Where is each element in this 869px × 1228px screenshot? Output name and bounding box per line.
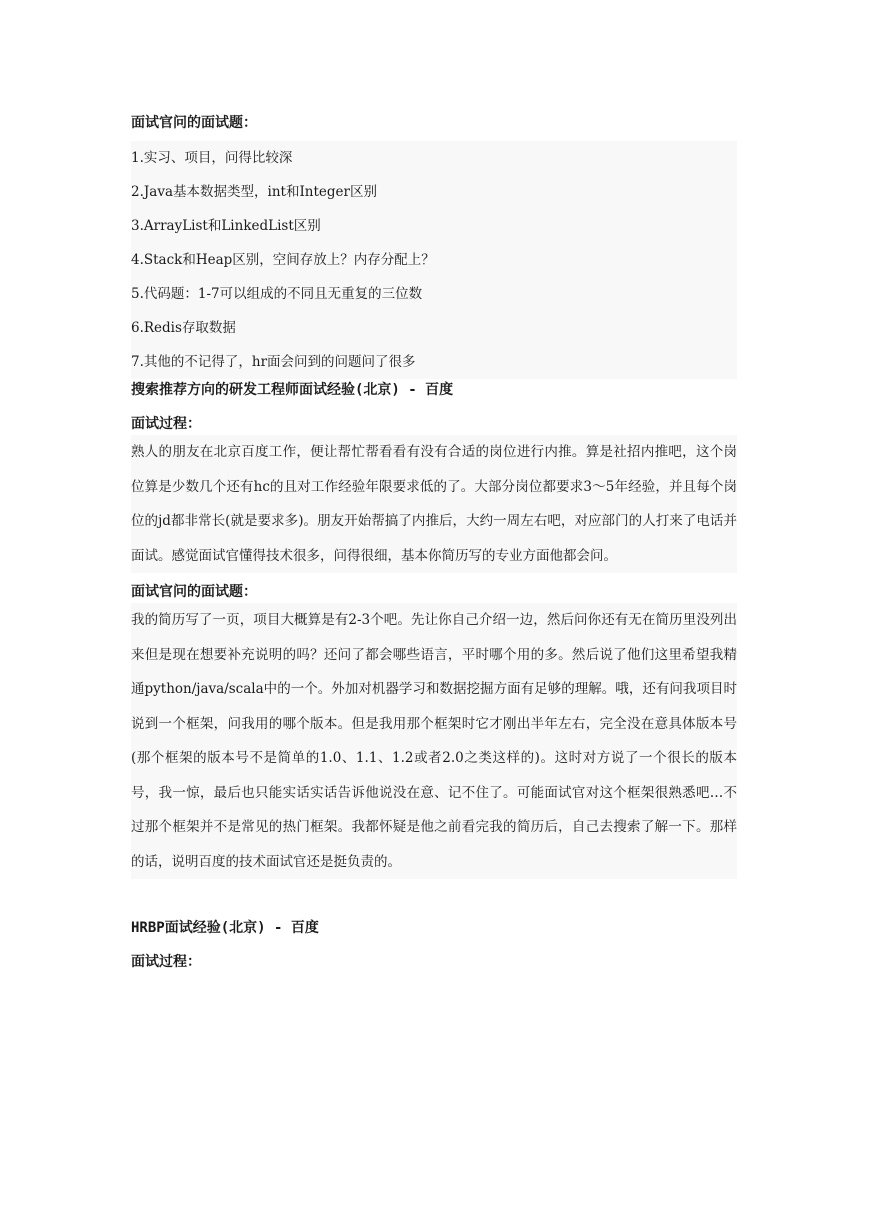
list-item: 4.Stack和Heap区别，空间存放上？内存分配上？ <box>131 252 435 268</box>
section2-title: 搜索推荐方向的研发工程师面试经验(北京) - 百度 <box>131 382 454 398</box>
list-item: 6.Redis存取数据 <box>131 320 236 336</box>
section2-process-heading: 面试过程： <box>131 416 201 432</box>
list-item: 2.Java基本数据类型，int和Integer区别 <box>131 184 377 200</box>
list-item: 7.其他的不记得了，hr面会问到的问题问了很多 <box>131 354 416 370</box>
section3-title: HRBP面试经验(北京) - 百度 <box>131 920 319 936</box>
list-item: 3.ArrayList和LinkedList区别 <box>131 218 321 234</box>
section2-process-paragraph: 熟人的朋友在北京百度工作，便让帮忙帮看看有没有合适的岗位进行内推。算是社招内推吧，这个岗位算是少数几个还有hc的且对工作经验年限要求低的了。大部分岗位都要求3～5年经验，并且每个岗位的jd都非常长(就是要求多)。朋友开始帮搞了内推后，大约一周左右吧，对应部门的人打来了电话并面试。感觉面试官懂得技术很多，问得很细，基本你简历写的专业方面他都会问。 <box>131 435 737 573</box>
section2-questions-heading: 面试官问的面试题： <box>131 584 257 600</box>
question-list <box>131 141 737 379</box>
list-item: 1.实习、项目，问得比较深 <box>131 150 293 166</box>
section1-heading: 面试官问的面试题： <box>131 115 257 131</box>
document-content <box>131 112 737 973</box>
section2-questions-paragraph: 我的简历写了一页，项目大概算是有2-3个吧。先让你自己介绍一边，然后问你还有无在简历里没列出来但是现在想要补充说明的吗？还问了都会哪些语言，平时哪个用的多。然后说了他们这里希望我精通python/java/scala中的一个。外加对机器学习和数据挖掘方面有足够的理解。哦，还有问我项目时说到一个框架，问我用的哪个版本。但是我用那个框架时它才刚出半年左右，完全没在意具体版本号(那个框架的版本号不是简单的1.0、1.1、1.2或者2.0之类这样的)。这时对方说了一个很长的版本号，我一惊，最后也只能实话实话告诉他说没在意、记不住了。可能面试官对这个框架很熟悉吧…不过那个框架并不是常见的热门框架。我都怀疑是他之前看完我的简历后，自己去搜索了解一下。那样的话，说明百度的技术面试官还是挺负责的。 <box>131 603 737 879</box>
list-item: 5.代码题：1-7可以组成的不同且无重复的三位数 <box>131 286 423 302</box>
section3-process-heading: 面试过程： <box>131 954 201 970</box>
